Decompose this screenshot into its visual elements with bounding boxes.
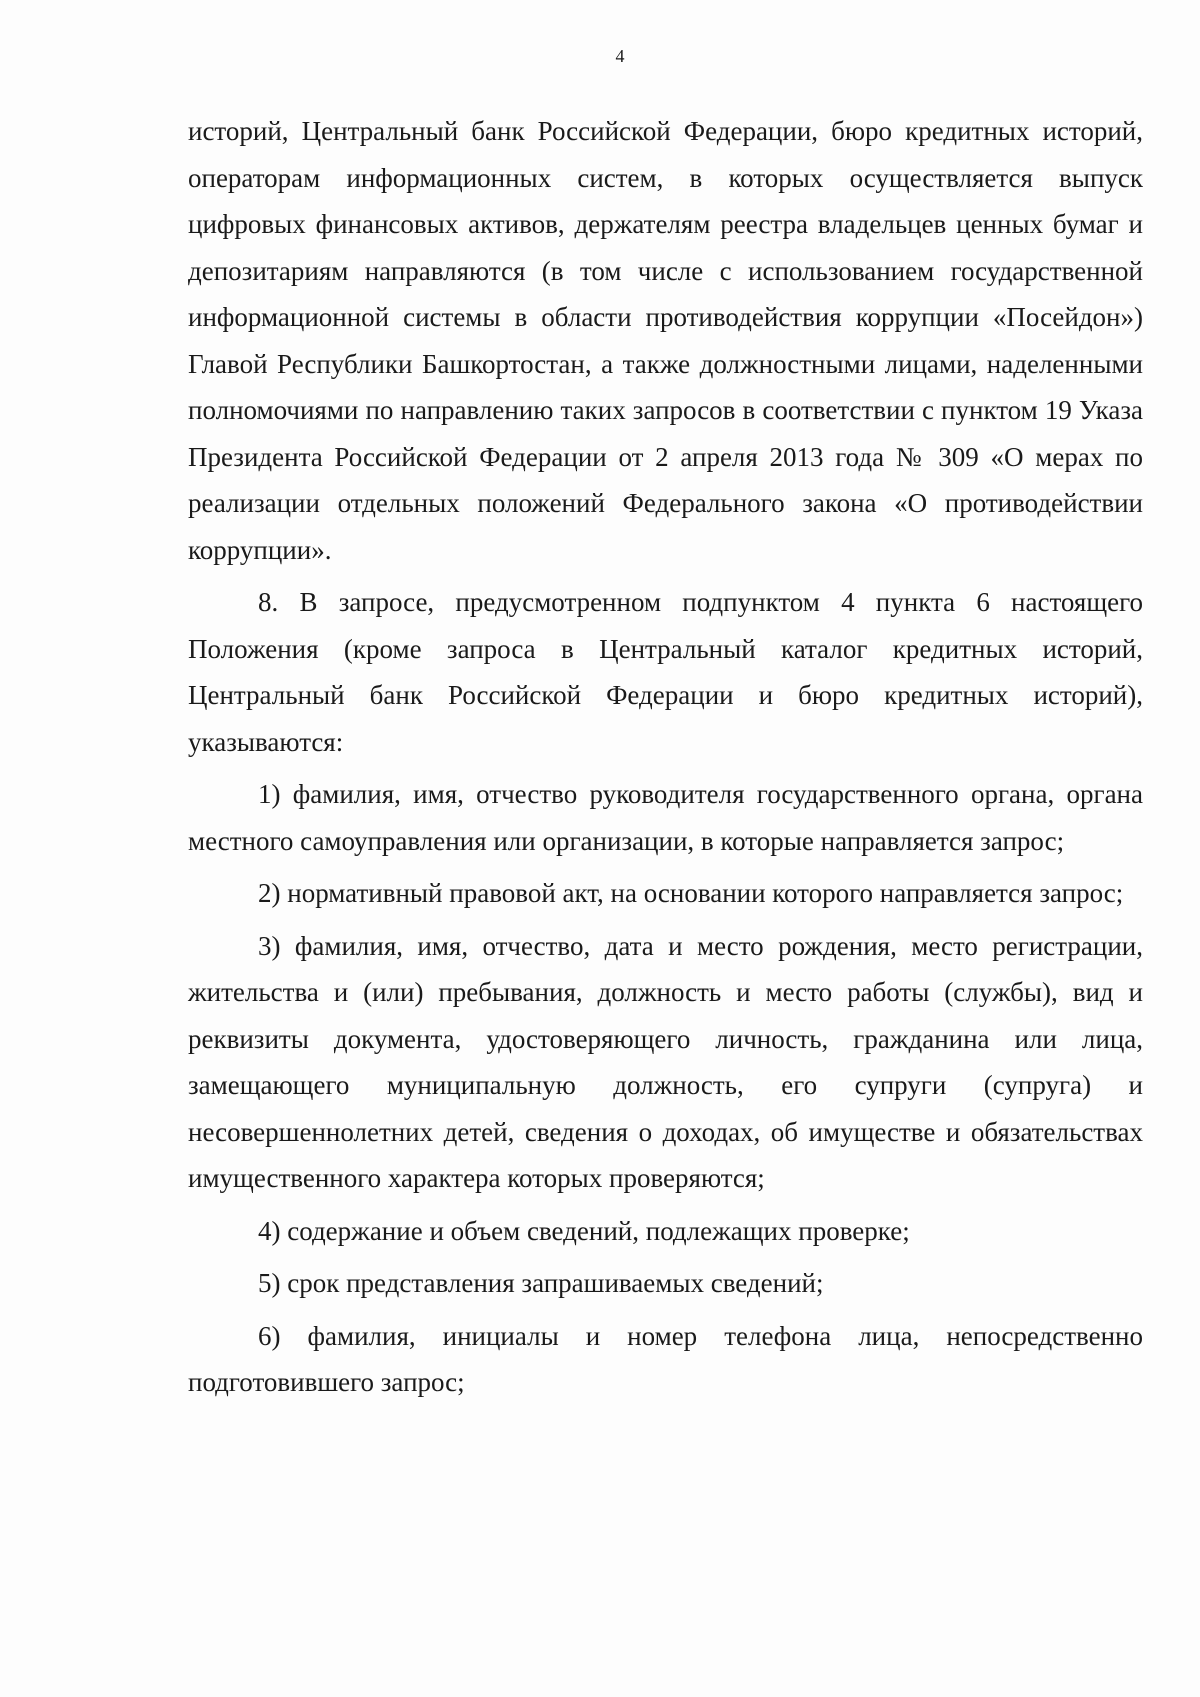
page-number: 4 [615,46,625,66]
document-body [188,108,1143,1406]
list-item-1: 1) фамилия, имя, отчество руководителя государственного органа, органа местного самоуправления или организации, в которые направляется запрос; [188,779,1143,856]
list-item-4: 4) содержание и объем сведений, подлежащих проверке; [258,1215,910,1246]
list-item-2: 2) нормативный правовой акт, на основании которого направляется запрос; [258,878,1124,908]
paragraph-item-8: 8. В запросе, предусмотренном подпунктом 4 пункта 6 настоящего Положения (кроме запроса в Центральный каталог кредитных историй, Центральный банк Российской Федерации и бюро кредитных историй), указываются: [188,587,1143,757]
paragraph-continuation: историй, Центральный банк Российской Федерации, бюро кредитных историй, операторам информационных систем, в которых осуществляется выпуск цифровых финансовых активов, держателям реестра владельцев ценных бумаг и депозитариям направляются (в том числе с использованием государственной информационной системы в области противодействия коррупции «Посейдон») Главой Республики Башкортостан, а также должностными лицами, наделенными полномочиями по направлению таких запросов в соответствии с пунктом 19 Указа Президента Российской Федерации от 2 апреля 2013 года № 309 «О мерах по реализации отдельных положений Федерального закона «О противодействии коррупции». [188,116,1143,565]
list-item-5: 5) срок представления запрашиваемых сведений; [258,1268,824,1298]
list-item-6: 6) фамилия, инициалы и номер телефона лица, непосредственно подготовившего запрос; [188,1320,1143,1397]
list-item-3: 3) фамилия, имя, отчество, дата и место рождения, место регистрации, жительства и (или) пребывания, должность и место работы (службы), вид и реквизиты документа, удостоверяющего личность, гражданина или лица, замещающего муниципальную должность, его супруги (супруга) и несовершеннолетних детей, сведения о доходах, об имуществе и обязательствах имущественного характера которых проверяются; [188,930,1143,1193]
